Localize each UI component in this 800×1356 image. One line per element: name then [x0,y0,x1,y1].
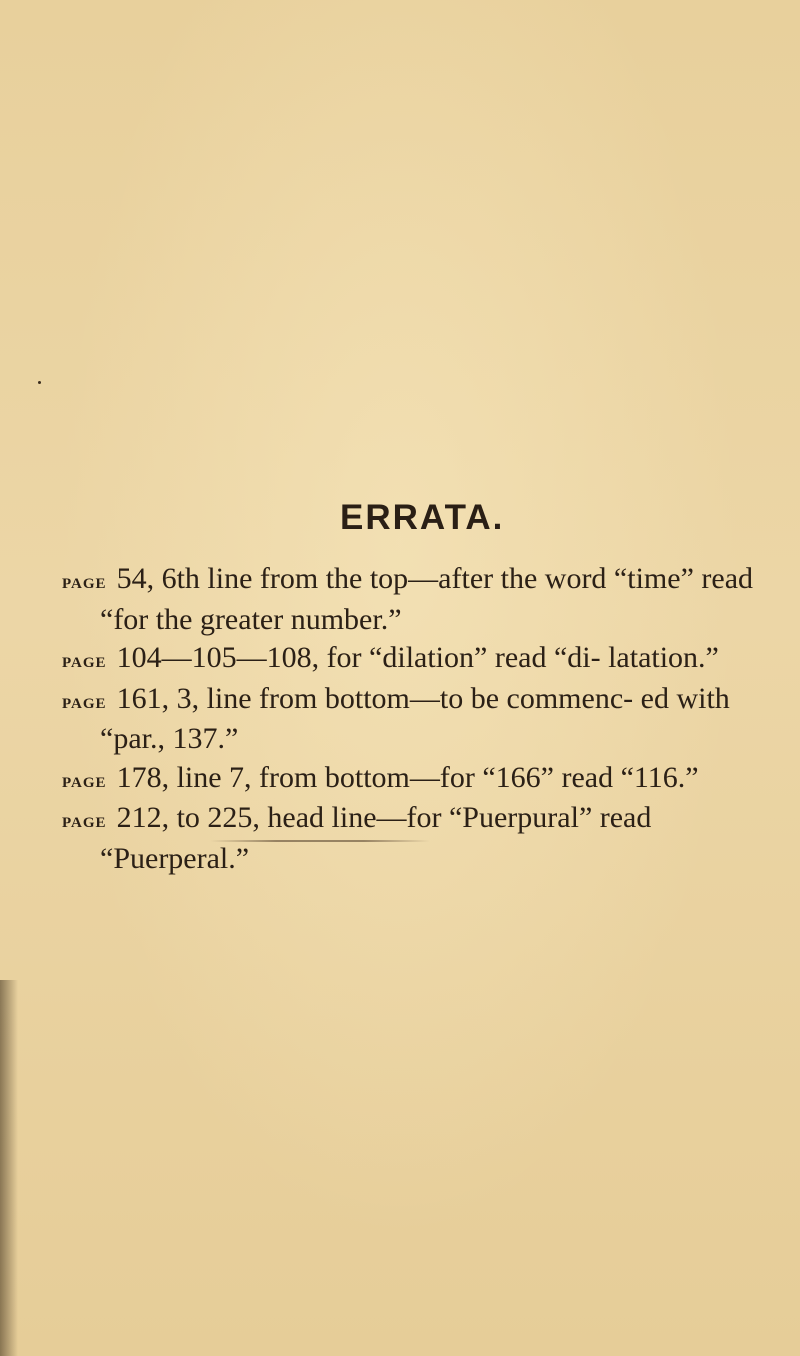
entry-text: 161, 3, line from bottom—to be commenc- ed with “par., 137.” [100,681,730,755]
errata-entry [62,560,782,639]
errata-list [62,560,782,878]
errata-entry [62,759,782,800]
page-label: page [62,647,107,672]
errata-entry [62,639,782,680]
page-label: page [62,687,107,713]
page-label: page [62,568,107,593]
page-label: page [62,807,107,832]
errata-title: ERRATA. [340,498,505,537]
entry-text: 104—105—108, for “dilation” read “di- latation.” [116,641,719,674]
section-divider [210,840,430,842]
page-edge-shadow [0,980,18,1356]
page-label: page [62,766,107,792]
errata-entry [62,680,782,759]
paper-speck [38,381,41,384]
entry-text: 178, line 7, from bottom—for “166” read “116.” [116,760,699,794]
entry-text: 212, to 225, head line—for “Puerpural” read “Puerperal.” [100,801,652,875]
errata-entry [62,799,782,878]
entry-text: 54, 6th line from the top—after the word “time” read “for the greater number.” [100,562,754,636]
